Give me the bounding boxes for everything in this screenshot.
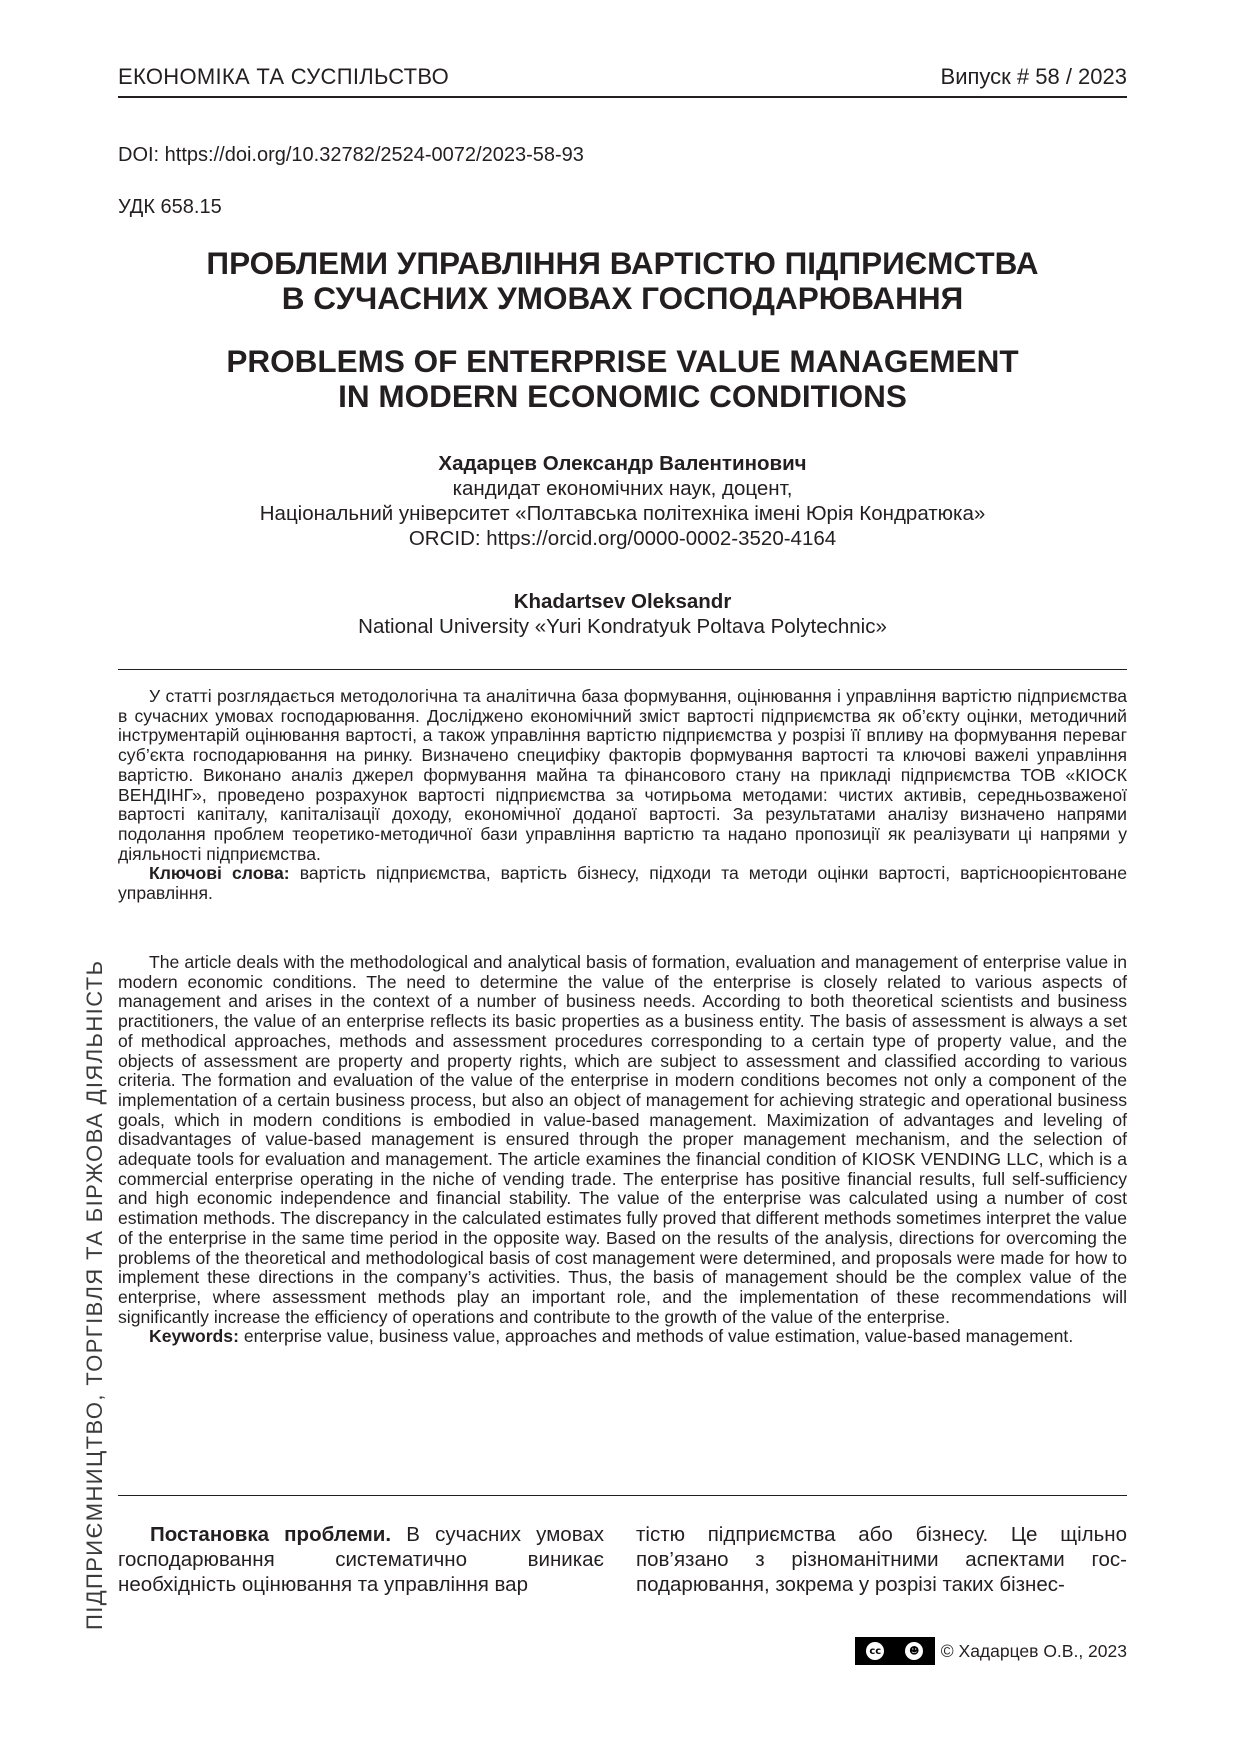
divider-bottom	[118, 1495, 1127, 1496]
journal-title: ЕКОНОМІКА ТА СУСПІЛЬСТВО	[118, 64, 450, 89]
copyright: © Хадарцев О.В., 2023	[940, 1640, 1127, 1661]
title-en-line-2: IN MODERN ECONOMIC CONDITIONS	[338, 378, 907, 414]
body-column-right	[636, 1522, 1127, 1597]
divider-top	[118, 669, 1127, 670]
author-orcid[interactable]: ORCID: https://orcid.org/0000-0002-3520-4164	[408, 527, 837, 550]
footer	[855, 1637, 1127, 1665]
keywords-en-text: enterprise value, business value, approaches and methods of value estimation, value-based management.	[243, 1326, 1074, 1347]
issue-number: Випуск # 58 / 2023	[940, 64, 1127, 89]
body-right-text: тістю підприємства або бізнесу. Це щільно пов’язано з різноманітними аспектами господарювання, зокрема у розрізі таких бізнес-	[636, 1523, 1127, 1596]
body-paragraph	[118, 1522, 604, 1597]
author-block-english	[118, 589, 1127, 639]
abstract-ukrainian	[118, 687, 1127, 904]
keywords-en-label: Keywords:	[149, 1326, 239, 1347]
section-sidebar-label: ПІДПРИЄМНИЦТВО, ТОРГІВЛЯ ТА БІРЖОВА ДІЯЛЬНІСТЬ	[82, 959, 107, 1630]
author-affiliation-ua: Національний університет «Полтавська політехніка імені Юрія Кондратюка»	[259, 502, 986, 525]
keywords-ua	[118, 864, 1127, 903]
body-column-left	[118, 1522, 604, 1597]
abstract-english	[118, 953, 1127, 1347]
title-ua-line-1: ПРОБЛЕМИ УПРАВЛІННЯ ВАРТІСТЮ ПІДПРИЄМСТВА	[206, 245, 1039, 281]
author-name-en: Khadartsev Oleksandr	[513, 590, 732, 613]
keywords-en	[118, 1327, 1127, 1347]
by-icon: ☻	[905, 1642, 923, 1660]
section-heading-problem: Постановка проблеми.	[150, 1523, 392, 1546]
author-name-ua: Хадарцев Олександр Валентинович	[438, 452, 807, 475]
abstract-en-text: The article deals with the methodological and analytical basis of formation, evaluation and management of enterprise value in modern economic conditions. The need to determine the value of the enterprise is closely related to various aspects of management and arises in the context of a number of business needs. According to both theoretical scientists and business practitioners, the value of an enterprise reflects its basic properties as a business entity. The basis of assessment is always a set of methodical approaches, methods and assessment procedures corresponding to a certain type of property value, and the objects of assessment are property and property rights, which are subject to assessment and classified according to various criteria. The formation and evaluation of the value of the enterprise in modern conditions becomes not only a component of the implementation of a certain business process, but also an object of management for achieving strategic and operational business goals, which in modern conditions is embodied in value-based management. Maximization of advantages and leveling of disadvantages of value-based management is ensured through the proper management mechanism, and the selection of adequate tools for evaluation and management. The article examines the financial condition of KIOSK VENDING LLC, which is a commercial enterprise operating in the niche of vending trade. The enterprise has positive financial results, full self-sufficiency and high economic independence and financial stability. The value of the enterprise was calculated using a number of cost estimation methods. The discrepancy in the calculated estimates fully proved that different methods sometimes interpret the value of the enterprise in the same time period in the opposite way. Based on the results of the analysis, directions for overcoming the problems of the theoretical and methodological basis of cost management were determined, and proposals were made for how to implement these directions in the company’s activities. Thus, the basis of management should be the complex value of the enterprise, where assessment methods play an important role, and the implementation of these recommendations will significantly increase the efficiency of operations and contribute to the growth of the value of the enterprise.	[118, 952, 1127, 1327]
author-affiliation-en: National University «Yuri Kondratyuk Poltava Polytechnic»	[358, 615, 887, 638]
cc-by-license-badge[interactable]	[855, 1637, 935, 1665]
udc-code: УДК 658.15	[118, 196, 222, 218]
keywords-ua-text: вартість підприємства, вартість бізнесу, підходи та методи оцінки вартості, вартісноорієнтоване управління.	[118, 863, 1128, 904]
keywords-ua-label: Ключові слова:	[149, 863, 290, 884]
body-left-text: В сучасних умовах господарювання систематично виникає необхідність оцінювання та управління вар	[118, 1523, 605, 1596]
cc-icon: cc	[866, 1642, 884, 1660]
title-ua-line-2: В СУЧАСНИХ УМОВАХ ГОСПОДАРЮВАННЯ	[281, 280, 964, 316]
title-en-line-1: PROBLEMS OF ENTERPRISE VALUE MANAGEMENT	[226, 343, 1019, 379]
title-english	[118, 344, 1127, 414]
running-header	[118, 60, 1127, 98]
doi[interactable]: DOI: https://doi.org/10.32782/2524-0072/2023-58-93	[118, 144, 584, 166]
author-degree: кандидат економічних наук, доцент,	[452, 477, 793, 500]
title-ukrainian	[118, 246, 1127, 316]
author-block-ukrainian	[118, 451, 1127, 551]
abstract-ua-text: У статті розглядається методологічна та аналітична база формування, оцінювання і управління вартістю підприємства в сучасних умовах господарювання. Досліджено економічний зміст вартості підприємства як об’єкту оцінки, методичний інструментарій оцінювання вартості, а також управління вартістю підприємства у розрізі її впливу на формування переваг суб’єкта господарювання на ринку. Визначено специфіку факторів формування вартості та ключові важелі управління вартістю. Виконано аналіз джерел формування майна та фінансового стану на прикладі підприємства ТОВ «КІОСК ВЕНДІНГ», проведено розрахунок вартості підприємства за чотирьома методами: чистих активів, середньозваженої вартості капіталу, капіталізації доходу, економічної доданої вартості. За результатами аналізу визначено напрями подолання проблем теоретико-методичної бази управління вартістю та надано пропозиції як реалізувати ці напрями у діяльності підприємства.	[118, 686, 1127, 864]
